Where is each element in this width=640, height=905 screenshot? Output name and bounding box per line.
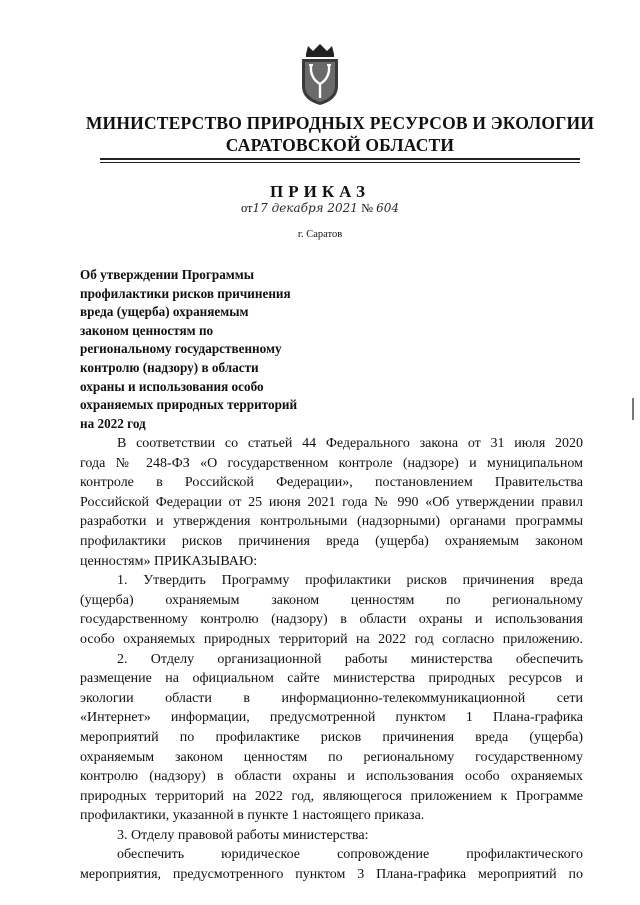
subject-line: охраняемых природных территорий [80, 397, 298, 413]
subject-line: профилактики рисков причинения [80, 285, 291, 301]
body-line: обеспечить юридическое сопровождение профилактического [117, 847, 583, 863]
body-line: контролю (надзору) в области охраны и использования особо охраняемых [80, 769, 583, 785]
body-line: мероприятия, предусмотренного пунктом 3 Плана-графика мероприятий по [80, 867, 583, 883]
handwritten-number: 604 [376, 201, 400, 215]
body-line: 3. Отделу правовой работы министерства: [117, 827, 369, 843]
subject-line: Об утверждении Программы [80, 267, 255, 282]
handwritten-date: 17 декабря 2021 [252, 201, 358, 215]
subject-line: контролю (надзору) в области [80, 359, 259, 375]
ministry-name-line-2: САРАТОВСКОЙ ОБЛАСТИ [225, 135, 455, 155]
subject-line: охраны и использования особо [80, 378, 264, 394]
body-line: 2. Отделу организационной работы министерства обеспечить [117, 651, 583, 667]
date-prefix: от [240, 201, 253, 215]
subject-line: законом ценностям по [80, 322, 214, 338]
header-rule-thick [100, 158, 580, 160]
saratov-coat-of-arms [298, 42, 342, 106]
body-line: особо охраняемых природных территорий на 2022 год согласно приложению. [80, 631, 583, 647]
number-prefix: № [361, 201, 373, 215]
subject-line: вреда (ущерба) охраняемым [80, 304, 249, 320]
body-line: профилактики рисков причинения вреда (ущерба) охраняемым законом [80, 533, 583, 549]
ministry-name-line-1: МИНИСТЕРСТВО ПРИРОДНЫХ РЕСУРСОВ И ЭКОЛОГИИ [85, 113, 595, 133]
body-line: 1. Утвердить Программу профилактики рисков причинения вреда [117, 573, 583, 589]
order-subject [80, 266, 350, 433]
body-line: контроле в Российской Федерации», постановлением Правительства [80, 475, 583, 491]
body-line: экологии области в информационно-телекоммуникационной сети [80, 690, 583, 706]
order-date-number [0, 201, 640, 216]
body-line: ценностям» ПРИКАЗЫВАЮ: [80, 553, 258, 569]
subject-line: региональному государственному [80, 341, 282, 357]
body-line: охраняемым законом ценностям по региональному государственному [80, 749, 583, 765]
subject-line: на 2022 год [80, 415, 146, 431]
city-name: г. Саратов [297, 229, 343, 240]
body-line: государственному контролю (надзору) в области охраны и использования [80, 612, 583, 628]
body-line: мероприятий по профилактике рисков причинения вреда (ущерба) [80, 729, 583, 745]
header-rule-thin [100, 162, 580, 163]
body-line: В соответствии со статьей 44 Федерального закона от 31 июля 2020 [117, 436, 583, 451]
body-line: профилактики, указанной в пункте 1 настоящего приказа. [80, 808, 425, 824]
body-line: разработки и утверждения контрольными (надзорными) органами программы [80, 514, 583, 530]
body-line: размещение на официальном сайте министерства природных ресурсов и [80, 671, 583, 687]
scan-edge-mark [632, 398, 634, 420]
body-line: (ущерба) охраняемым законом ценностям по региональному [80, 592, 583, 608]
order-body-text [80, 434, 583, 885]
document-type-title: ПРИКАЗ [270, 182, 370, 201]
body-line: года № 248-ФЗ «О государственном контроле (надзоре) и муниципальном [80, 455, 583, 471]
body-line: Российской Федерации от 25 июня 2021 года № 990 «Об утверждении правил [80, 494, 583, 510]
body-line: природных территорий на 2022 год, являющегося приложением к Программе [80, 788, 583, 804]
body-line: «Интернет» информации, предусмотренной пунктом 1 Плана-графика [80, 710, 583, 726]
